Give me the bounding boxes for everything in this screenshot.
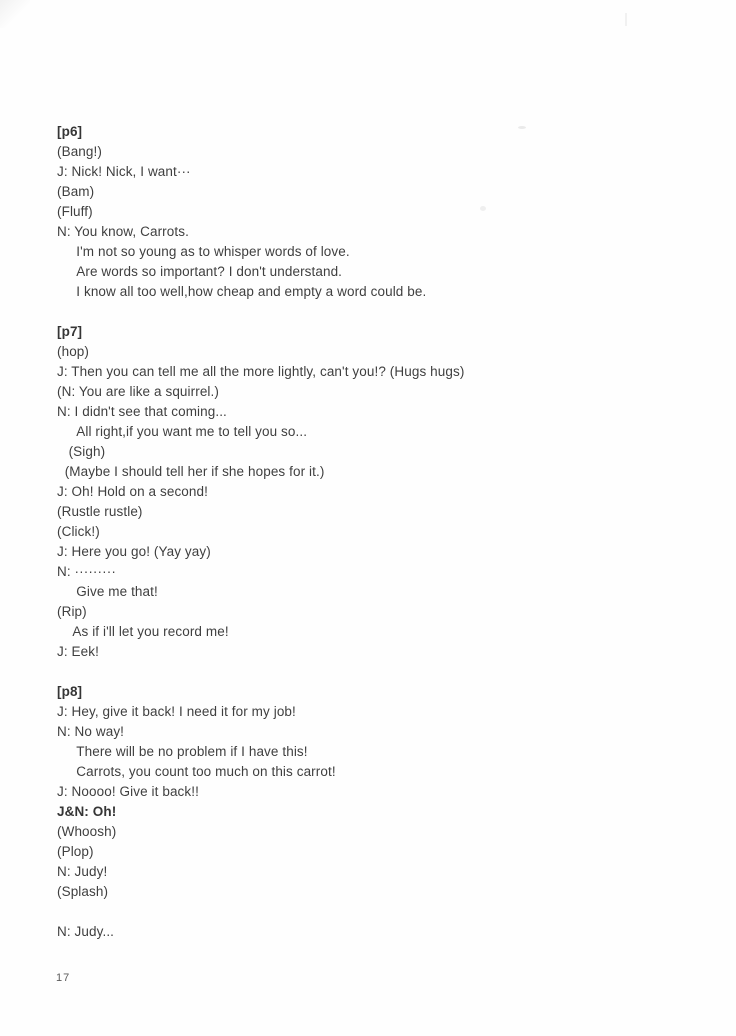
script-line: I know all too well,how cheap and empty a word could be. [57, 284, 427, 299]
script-line: (N: You are like a squirrel.) [57, 384, 219, 399]
script-section-p8 [57, 682, 708, 902]
script-line: (Fluff) [57, 204, 93, 219]
scan-artifact [0, 0, 30, 28]
script-line: Are words so important? I don't understand. [57, 264, 343, 279]
script-line: There will be no problem if I have this! [57, 744, 308, 759]
page-number: 17 [56, 972, 71, 984]
scan-artifact [625, 13, 627, 26]
script-line: Give me that! [57, 584, 158, 599]
script-line: J: Eek! [57, 644, 99, 659]
section-header: [p8] [57, 684, 83, 699]
script-line: J: Hey, give it back! I need it for my job! [57, 704, 296, 719]
script-line: (Sigh) [57, 444, 106, 459]
section-header: [p7] [57, 324, 83, 339]
script-line: N: ········· [57, 564, 116, 579]
script-line: N: I didn't see that coming... [57, 404, 227, 419]
script-line: J: Here you go! (Yay yay) [57, 544, 211, 559]
script-line: N: Judy! [57, 864, 108, 879]
section-header: [p6] [57, 124, 83, 139]
script-line: N: You know, Carrots. [57, 224, 189, 239]
script-line: (Maybe I should tell her if she hopes for it.) [57, 464, 325, 479]
script-line: (Bang!) [57, 144, 102, 159]
script-line: (Whoosh) [57, 824, 117, 839]
script-transcript [57, 122, 708, 942]
script-line: (Bam) [57, 184, 95, 199]
script-line: I'm not so young as to whisper words of love. [57, 244, 350, 259]
script-line: N: No way! [57, 724, 125, 739]
script-section-p6 [57, 122, 708, 302]
script-line: N: Judy... [57, 924, 115, 939]
script-section-trailing [57, 922, 708, 942]
script-line: (Rip) [57, 604, 87, 619]
script-line: J: Nick! Nick, I want··· [57, 164, 191, 179]
script-line: (hop) [57, 344, 90, 359]
script-line: (Click!) [57, 524, 100, 539]
script-line: Carrots, you count too much on this carrot! [57, 764, 336, 779]
script-line: J: Oh! Hold on a second! [57, 484, 208, 499]
script-line: As if i'll let you record me! [57, 624, 229, 639]
script-line: (Rustle rustle) [57, 504, 143, 519]
script-line: All right,if you want me to tell you so... [57, 424, 308, 439]
script-section-p7 [57, 322, 708, 662]
script-line: (Plop) [57, 844, 94, 859]
script-line: J: Noooo! Give it back!! [57, 784, 199, 799]
script-line: (Splash) [57, 884, 109, 899]
script-line: J&N: Oh! [57, 804, 117, 819]
script-line: J: Then you can tell me all the more lightly, can't you!? (Hugs hugs) [57, 364, 465, 379]
